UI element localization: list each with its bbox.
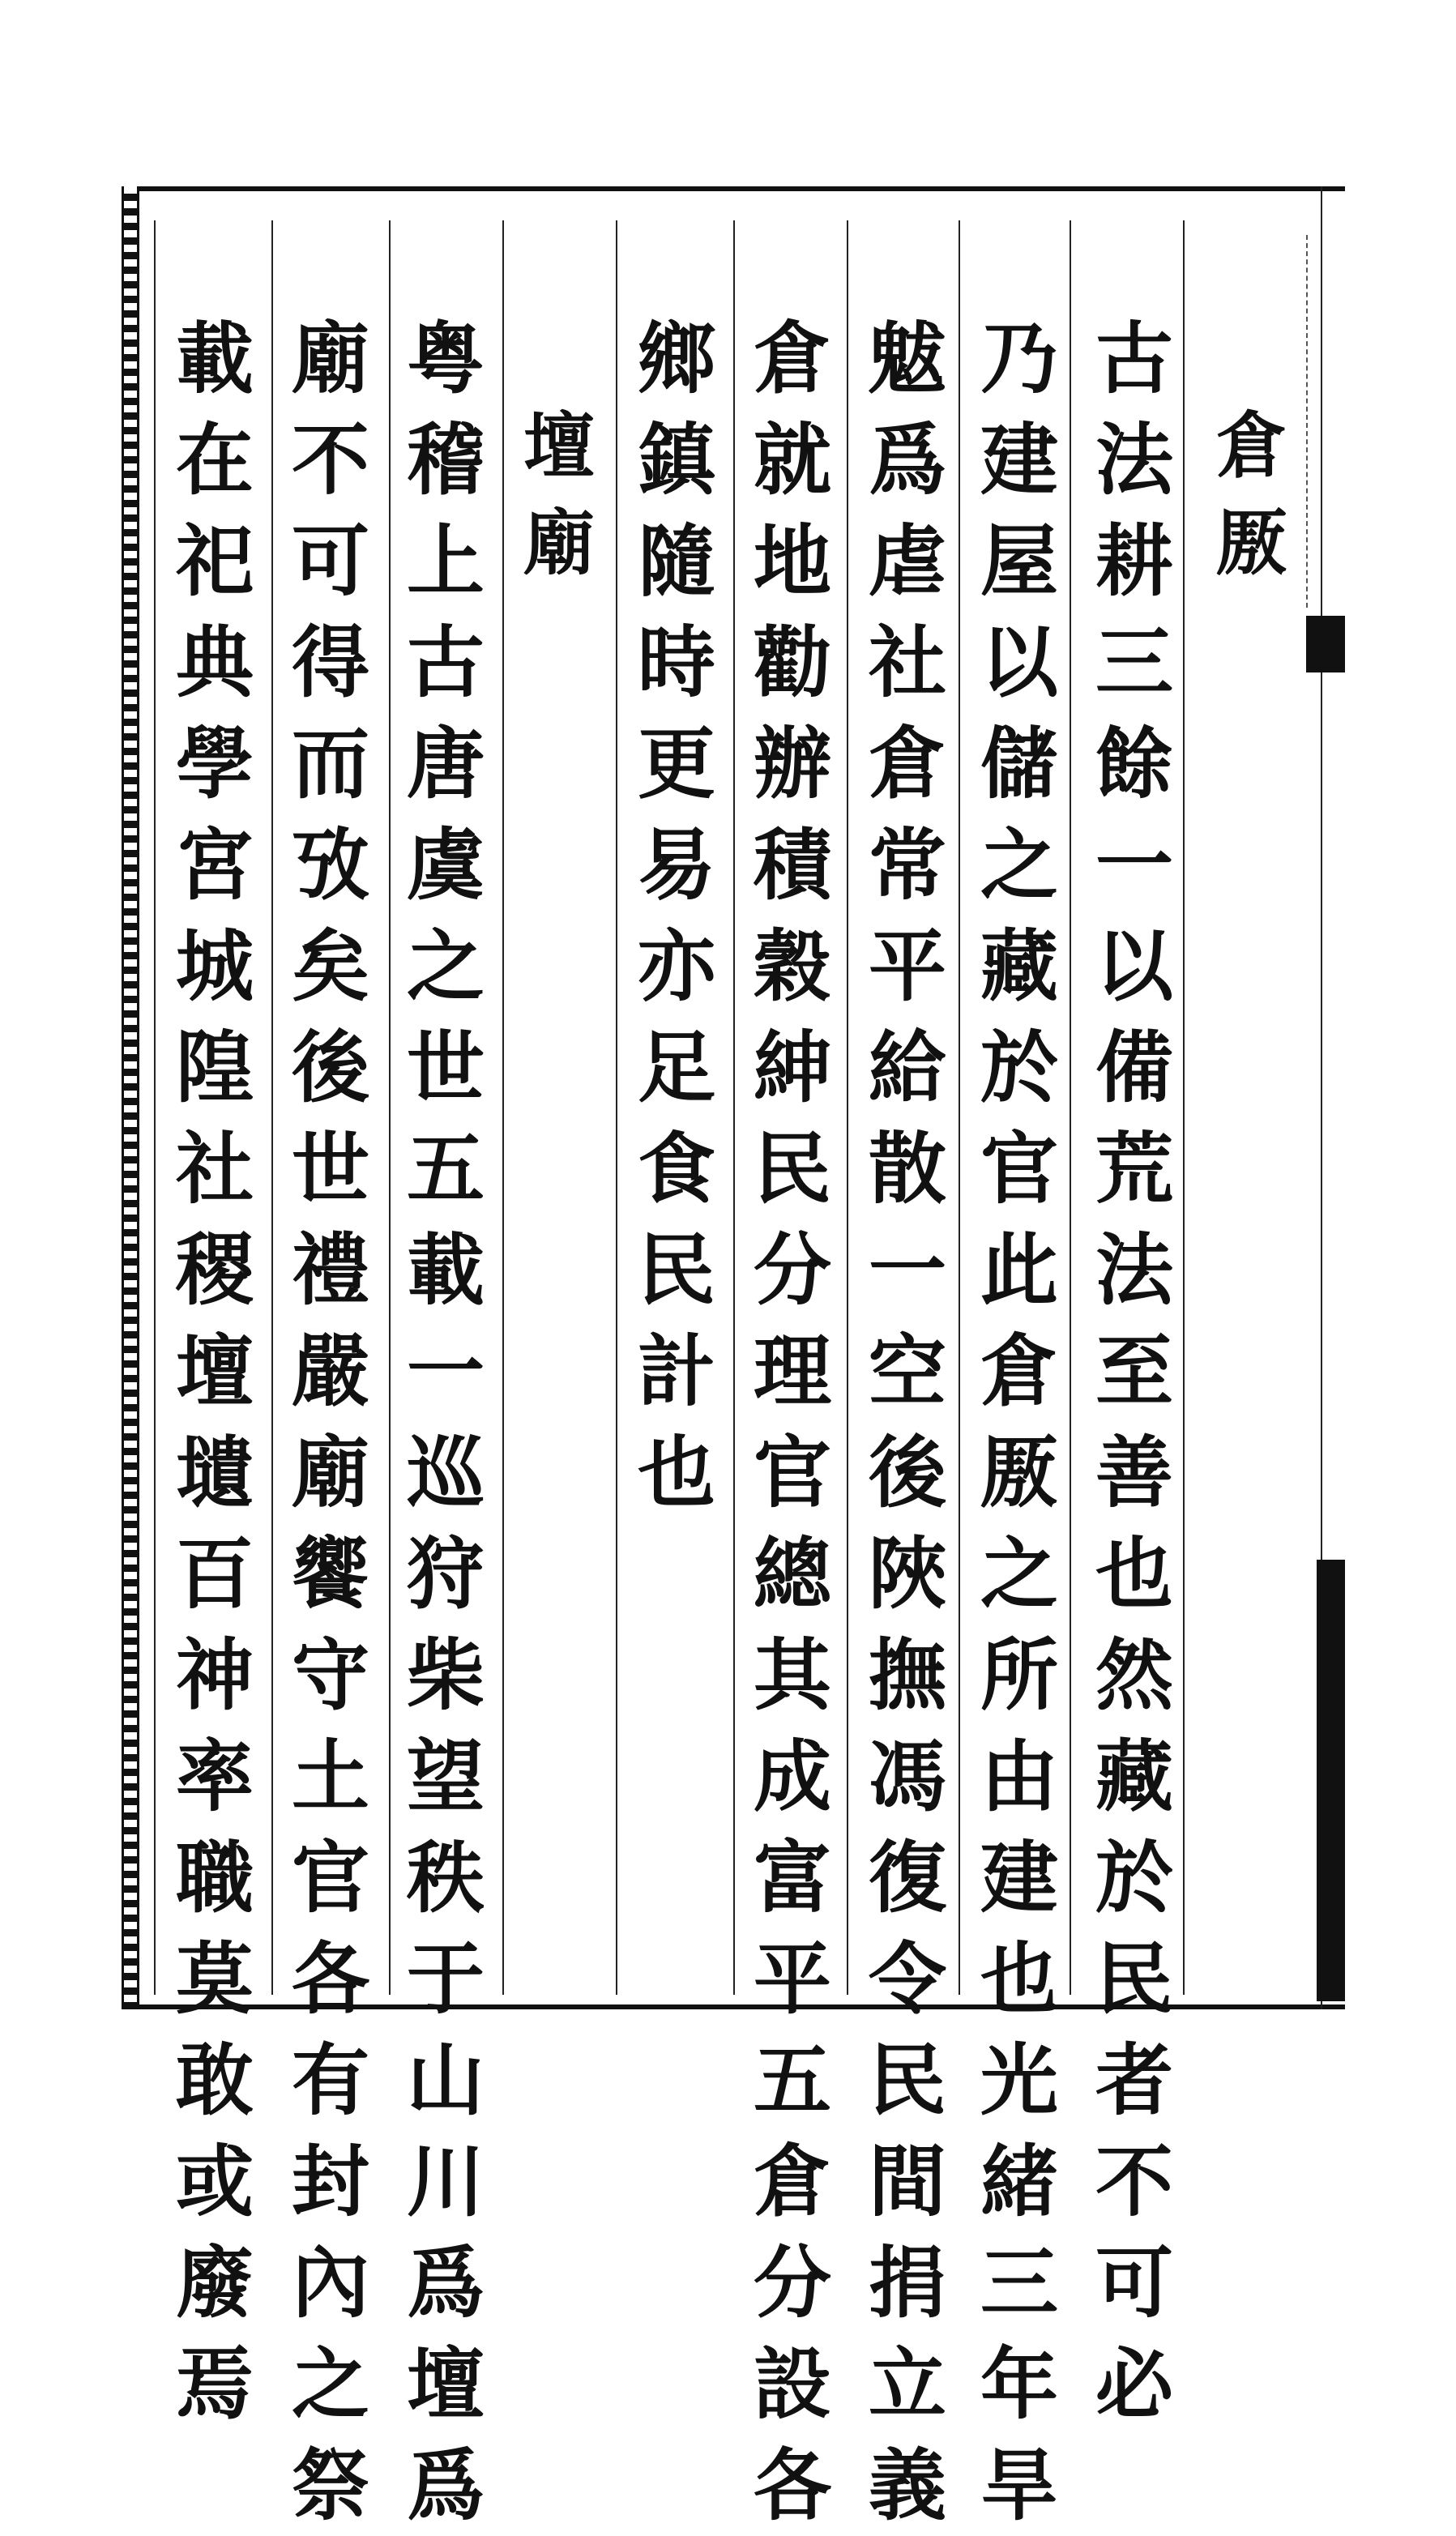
character: 宮 <box>176 819 254 911</box>
character: 狩 <box>407 1528 485 1620</box>
character: 其 <box>754 1629 831 1721</box>
character: 社 <box>176 1123 254 1215</box>
character: 理 <box>754 1326 831 1417</box>
character: 廢 <box>176 2237 254 2329</box>
column-rule <box>502 220 504 1995</box>
character: 儲 <box>980 718 1058 809</box>
character: 亦 <box>638 920 715 1012</box>
character: 祀 <box>176 515 254 607</box>
character: 爲 <box>407 2237 485 2329</box>
character: 古 <box>1095 313 1173 404</box>
character: 法 <box>1095 414 1173 506</box>
character: 世 <box>292 1123 369 1215</box>
character: 荒 <box>1095 1123 1173 1215</box>
character: 唐 <box>407 718 485 809</box>
character: 饗 <box>292 1528 369 1620</box>
character: 壇 <box>523 403 595 488</box>
character: 土 <box>292 1731 369 1822</box>
character: 緒 <box>980 2136 1058 2227</box>
character: 光 <box>980 2034 1058 2126</box>
character: 爲 <box>407 2440 485 2531</box>
character: 一 <box>869 1224 946 1316</box>
character: 散 <box>869 1123 946 1215</box>
character: 世 <box>407 1022 485 1113</box>
character: 壝 <box>176 1427 254 1518</box>
character: 倉 <box>754 313 831 404</box>
character: 年 <box>980 2338 1058 2430</box>
character: 捐 <box>869 2237 946 2329</box>
character: 計 <box>638 1326 715 1417</box>
character: 屋 <box>980 515 1058 607</box>
character: 辦 <box>754 718 831 809</box>
character: 紳 <box>754 1022 831 1113</box>
character: 建 <box>980 414 1058 506</box>
character: 積 <box>754 819 831 911</box>
character: 壇 <box>407 2338 485 2430</box>
character: 勸 <box>754 617 831 708</box>
text-column <box>855 308 960 2536</box>
spine-mark <box>1317 1560 1345 2001</box>
character: 民 <box>869 2034 946 2126</box>
character: 五 <box>754 2034 831 2126</box>
text-column <box>1082 308 1187 2435</box>
character: 然 <box>1095 1629 1173 1721</box>
decorative-border <box>122 186 139 2009</box>
character: 時 <box>638 617 715 708</box>
character: 倉 <box>754 2136 831 2227</box>
character: 內 <box>292 2237 369 2329</box>
character: 載 <box>407 1224 485 1316</box>
character: 更 <box>638 718 715 809</box>
text-column <box>624 308 729 1523</box>
character: 所 <box>980 1629 1058 1721</box>
character: 足 <box>638 1022 715 1113</box>
character: 倉 <box>980 1326 1058 1417</box>
character: 耕 <box>1095 515 1173 607</box>
character: 於 <box>1095 1832 1173 1923</box>
character: 川 <box>407 2136 485 2227</box>
character: 空 <box>869 1326 946 1417</box>
character: 餘 <box>1095 718 1173 809</box>
column-rule <box>616 220 617 1995</box>
character: 率 <box>176 1731 254 1822</box>
character: 廟 <box>292 313 369 404</box>
character: 可 <box>1095 2237 1173 2329</box>
character: 隍 <box>176 1022 254 1113</box>
character: 建 <box>980 1832 1058 1923</box>
spine-mark <box>1306 616 1345 672</box>
character: 莫 <box>176 1933 254 2025</box>
character: 神 <box>176 1629 254 1721</box>
character: 分 <box>754 2237 831 2329</box>
character: 穀 <box>754 920 831 1012</box>
character: 陜 <box>869 1528 946 1620</box>
character: 備 <box>1095 1022 1173 1113</box>
text-column <box>393 308 498 2536</box>
character: 總 <box>754 1528 831 1620</box>
character: 在 <box>176 414 254 506</box>
character: 山 <box>407 2034 485 2126</box>
character: 旱 <box>980 2440 1058 2531</box>
column-rule <box>733 220 735 1995</box>
character: 爲 <box>869 414 946 506</box>
character: 社 <box>869 617 946 708</box>
character: 之 <box>407 920 485 1012</box>
character: 常 <box>869 819 946 911</box>
character: 載 <box>176 313 254 404</box>
character: 平 <box>754 1933 831 2025</box>
character: 令 <box>869 1933 946 2025</box>
character: 五 <box>407 1123 485 1215</box>
character: 鄉 <box>638 313 715 404</box>
character: 柴 <box>407 1629 485 1721</box>
character: 上 <box>407 515 485 607</box>
character: 以 <box>980 617 1058 708</box>
text-column <box>278 308 383 2536</box>
character: 秩 <box>407 1832 485 1923</box>
character: 之 <box>980 1528 1058 1620</box>
character: 粤 <box>407 313 485 404</box>
character: 後 <box>292 1022 369 1113</box>
character: 也 <box>980 1933 1058 2025</box>
character: 撫 <box>869 1629 946 1721</box>
character: 厫 <box>980 1427 1058 1518</box>
character: 官 <box>292 1832 369 1923</box>
character: 立 <box>869 2338 946 2430</box>
character: 虐 <box>869 515 946 607</box>
character: 者 <box>1095 2034 1173 2126</box>
character: 古 <box>407 617 485 708</box>
character: 各 <box>292 1933 369 2025</box>
character: 藏 <box>980 920 1058 1012</box>
character: 學 <box>176 718 254 809</box>
character: 地 <box>754 515 831 607</box>
character: 民 <box>638 1224 715 1316</box>
character: 食 <box>638 1123 715 1215</box>
character: 厫 <box>1215 501 1287 585</box>
character: 由 <box>980 1731 1058 1822</box>
character: 巡 <box>407 1427 485 1518</box>
character: 富 <box>754 1832 831 1923</box>
character: 或 <box>176 2136 254 2227</box>
character: 後 <box>869 1427 946 1518</box>
character: 嚴 <box>292 1326 369 1417</box>
character: 於 <box>980 1022 1058 1113</box>
character: 間 <box>869 2136 946 2227</box>
character: 必 <box>1095 2338 1173 2430</box>
character: 望 <box>407 1731 485 1822</box>
character: 之 <box>292 2338 369 2430</box>
column-rule <box>271 220 273 1995</box>
character: 善 <box>1095 1427 1173 1518</box>
character: 典 <box>176 617 254 708</box>
character: 各 <box>754 2440 831 2531</box>
character: 給 <box>869 1022 946 1113</box>
character: 而 <box>292 718 369 809</box>
character: 倉 <box>1215 403 1287 488</box>
column-rule <box>847 220 848 1995</box>
character: 藏 <box>1095 1731 1173 1822</box>
text-column <box>162 308 267 2435</box>
character: 易 <box>638 819 715 911</box>
character: 隨 <box>638 515 715 607</box>
character: 城 <box>176 920 254 1012</box>
character: 一 <box>1095 819 1173 911</box>
character: 魃 <box>869 313 946 404</box>
character: 三 <box>980 2237 1058 2329</box>
character: 民 <box>754 1123 831 1215</box>
character: 官 <box>980 1123 1058 1215</box>
character: 之 <box>980 819 1058 911</box>
character: 也 <box>1095 1528 1173 1620</box>
character: 職 <box>176 1832 254 1923</box>
character: 禮 <box>292 1224 369 1316</box>
character: 不 <box>292 414 369 506</box>
character: 封 <box>292 2136 369 2227</box>
character: 虞 <box>407 819 485 911</box>
character: 廟 <box>523 501 595 585</box>
character: 焉 <box>176 2338 254 2430</box>
character: 不 <box>1095 2136 1173 2227</box>
character: 乃 <box>980 313 1058 404</box>
character: 得 <box>292 617 369 708</box>
character: 民 <box>1095 1933 1173 2025</box>
character: 平 <box>869 920 946 1012</box>
character: 法 <box>1095 1224 1173 1316</box>
character: 攷 <box>292 819 369 911</box>
character: 壇 <box>176 1326 254 1417</box>
character: 就 <box>754 414 831 506</box>
character: 三 <box>1095 617 1173 708</box>
character: 義 <box>869 2440 946 2531</box>
character: 百 <box>176 1528 254 1620</box>
character: 成 <box>754 1731 831 1822</box>
character: 稽 <box>407 414 485 506</box>
section-heading-temples <box>506 397 612 591</box>
character: 以 <box>1095 920 1173 1012</box>
column-rule <box>389 220 391 1995</box>
spine-line <box>1306 235 1308 608</box>
character: 設 <box>754 2338 831 2430</box>
character: 至 <box>1095 1326 1173 1417</box>
character: 廟 <box>292 1427 369 1518</box>
character: 鎮 <box>638 414 715 506</box>
character: 守 <box>292 1629 369 1721</box>
character: 稷 <box>176 1224 254 1316</box>
character: 于 <box>407 1933 485 2025</box>
character: 官 <box>754 1427 831 1518</box>
character: 有 <box>292 2034 369 2126</box>
text-column <box>967 308 1072 2536</box>
character: 祭 <box>292 2440 369 2531</box>
text-column <box>740 308 845 2536</box>
character: 此 <box>980 1224 1058 1316</box>
character: 倉 <box>869 718 946 809</box>
character: 一 <box>407 1326 485 1417</box>
character: 馮 <box>869 1731 946 1822</box>
character: 復 <box>869 1832 946 1923</box>
section-heading-granary <box>1199 397 1304 591</box>
character: 矣 <box>292 920 369 1012</box>
column-rule <box>154 220 156 1995</box>
character: 分 <box>754 1224 831 1316</box>
character: 可 <box>292 515 369 607</box>
character: 也 <box>638 1427 715 1518</box>
character: 敢 <box>176 2034 254 2126</box>
